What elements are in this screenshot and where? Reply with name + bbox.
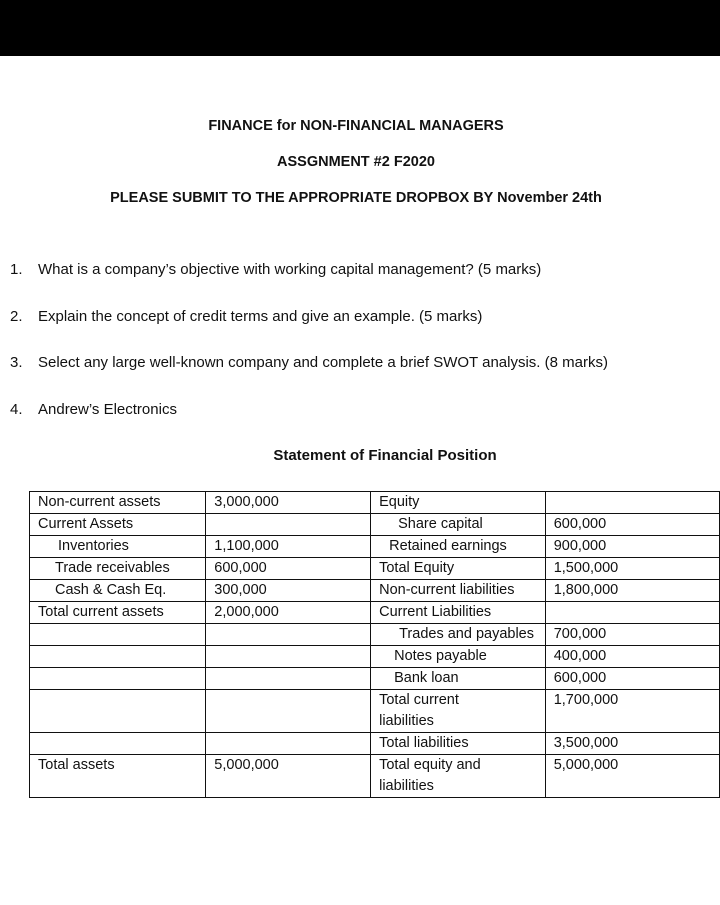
table-cell: Trades and payables: [371, 624, 546, 646]
table-row: [30, 733, 720, 755]
table-cell: [30, 646, 206, 668]
table-cell: [30, 690, 206, 733]
table-cell: [30, 668, 206, 690]
table-cell: Total Equity: [371, 558, 546, 580]
table-cell: 1,700,000: [545, 690, 719, 733]
document-title: FINANCE for NON-FINANCIAL MANAGERS: [208, 118, 504, 134]
question-4: [10, 401, 177, 419]
table-row: [30, 580, 720, 602]
top-black-bar: [0, 0, 720, 56]
question-text: What is a company’s objective with working capital management? (5 marks): [38, 261, 542, 278]
table-row: [30, 755, 720, 798]
table-cell: Equity: [371, 492, 546, 514]
question-number: 4.: [10, 401, 23, 418]
table-cell: Total equity and liabilities: [371, 755, 546, 798]
table-cell: [30, 733, 206, 755]
question-3: [10, 354, 608, 372]
table-cell: 900,000: [545, 536, 719, 558]
question-2: [10, 308, 482, 326]
table-cell: Non-current liabilities: [371, 580, 546, 602]
table-cell: 300,000: [206, 580, 371, 602]
table-cell: [206, 690, 371, 733]
question-1: [10, 261, 541, 279]
table-cell: 1,800,000: [545, 580, 719, 602]
table-row: [30, 492, 720, 514]
table-cell: Notes payable: [371, 646, 546, 668]
table-cell: [206, 668, 371, 690]
table-cell: 2,000,000: [206, 602, 371, 624]
table-cell: 600,000: [545, 514, 719, 536]
financial-position-table: [29, 491, 720, 798]
table-row: [30, 514, 720, 536]
table-cell: Total assets: [30, 755, 206, 798]
table-cell: [545, 492, 719, 514]
table-cell: Total current assets: [30, 602, 206, 624]
table-cell: 5,000,000: [545, 755, 719, 798]
table-cell: 600,000: [545, 668, 719, 690]
table-row: [30, 536, 720, 558]
statement-title: Statement of Financial Position: [273, 447, 497, 464]
table-cell: Total liabilities: [371, 733, 546, 755]
table-cell: [206, 733, 371, 755]
table-cell: 1,100,000: [206, 536, 371, 558]
question-number: 2.: [10, 308, 23, 325]
question-number: 3.: [10, 354, 23, 371]
table-cell: Bank loan: [371, 668, 546, 690]
table-cell: [30, 624, 206, 646]
table-cell: Current Assets: [30, 514, 206, 536]
table-cell: Trade receivables: [30, 558, 206, 580]
table-row: [30, 668, 720, 690]
table-row: [30, 646, 720, 668]
table-row: [30, 624, 720, 646]
table-cell: 5,000,000: [206, 755, 371, 798]
table-cell: [206, 514, 371, 536]
table-cell: Total current liabilities: [371, 690, 546, 733]
table-cell: 3,500,000: [545, 733, 719, 755]
assignment-label: ASSGNMENT #2 F2020: [277, 154, 435, 170]
table-cell: 400,000: [545, 646, 719, 668]
table-cell: 1,500,000: [545, 558, 719, 580]
table-cell: 700,000: [545, 624, 719, 646]
question-text: Select any large well-known company and complete a brief SWOT analysis. (8 marks): [38, 354, 608, 371]
table-cell: Share capital: [371, 514, 546, 536]
table-cell: Inventories: [30, 536, 206, 558]
question-text: Explain the concept of credit terms and give an example. (5 marks): [38, 308, 483, 325]
table-cell: Current Liabilities: [371, 602, 546, 624]
table-row: [30, 558, 720, 580]
table-cell: Retained earnings: [371, 536, 546, 558]
question-number: 1.: [10, 261, 23, 278]
table-cell: [545, 602, 719, 624]
table-row: [30, 602, 720, 624]
table-cell: 600,000: [206, 558, 371, 580]
table-cell: Non-current assets: [30, 492, 206, 514]
question-text: Andrew’s Electronics: [38, 401, 177, 418]
table-cell: Cash & Cash Eq.: [30, 580, 206, 602]
table-row: [30, 690, 720, 733]
submission-instruction: PLEASE SUBMIT TO THE APPROPRIATE DROPBOX BY November 24th: [110, 190, 602, 206]
table-cell: [206, 624, 371, 646]
table-cell: 3,000,000: [206, 492, 371, 514]
table-cell: [206, 646, 371, 668]
